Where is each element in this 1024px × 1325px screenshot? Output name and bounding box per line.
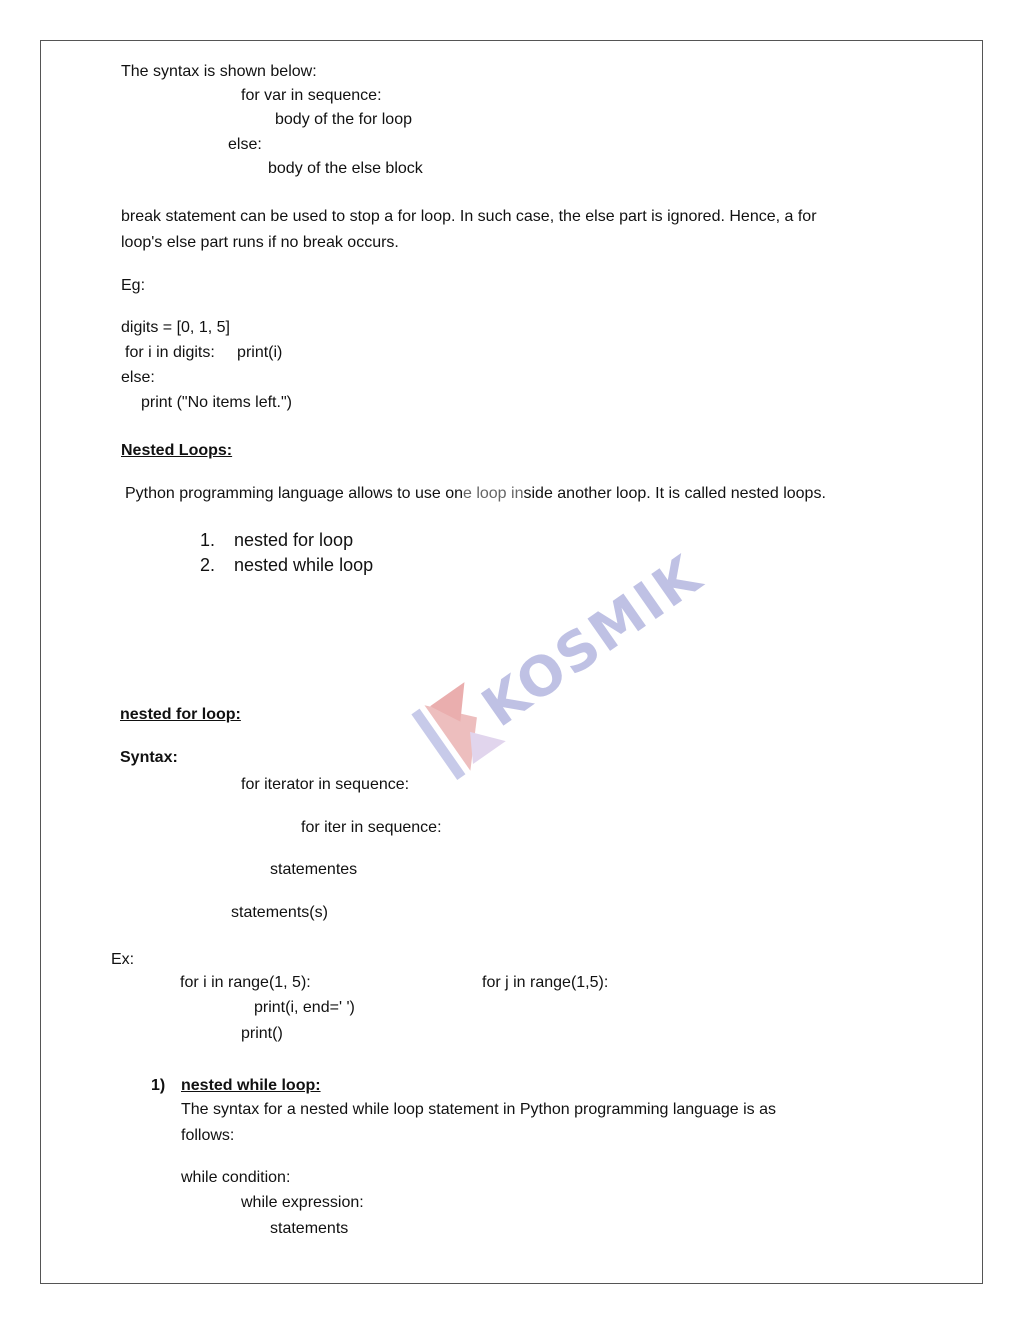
syntax-line-3: else: [228,136,262,153]
eg-code-line-1: digits = [0, 1, 5] [121,319,230,336]
nested-loops-paragraph [125,484,826,504]
syntax-line-4: body of the else block [268,160,423,177]
ex-code-line-1: for i in range(1, 5): [180,974,311,991]
ex-label: Ex: [111,951,135,968]
syntax-line-2: body of the for loop [275,111,412,128]
eg-code-line-3: else: [121,369,155,386]
kosmik-watermark-logo [380,543,714,760]
for-syntax-line-4: statements(s) [231,904,328,921]
ex-code-line-1b: for j in range(1,5): [482,974,609,991]
for-syntax-line-2: for iter in sequence: [301,819,442,836]
svg-text:KOSMIK: KOSMIK [470,543,714,740]
list-item-1-number: 1. [200,530,216,550]
eg-label: Eg: [121,277,146,294]
nested-while-heading: nested while loop: [181,1077,321,1094]
list-item-1-text: nested for loop [234,530,354,550]
syntax-line-1: for var in sequence: [241,87,382,104]
while-paragraph-line-2: follows: [181,1127,235,1144]
nested-para-part-a: Python programming language allows to use on [125,485,463,502]
while-code-line-3: statements [270,1220,349,1237]
break-paragraph-line-1: break statement can be used to stop a for loop. In such case, the else part is ignored. Hence, a for [121,208,817,225]
eg-code-line-2: for i in digits: print(i) [125,344,283,361]
for-syntax-line-3: statementes [270,861,358,878]
for-syntax-line-1: for iterator in sequence: [241,776,410,793]
list-item-2-text: nested while loop [234,555,374,575]
while-code-line-2: while expression: [241,1194,364,1211]
nested-loops-heading: Nested Loops: [121,442,233,459]
break-paragraph-line-2: loop's else part runs if no break occurs. [121,234,399,251]
ex-code-line-3: print() [241,1025,283,1042]
list-item-2-number: 2. [200,555,216,575]
while-paragraph-line-1: The syntax for a nested while loop statement in Python programming language is as [181,1101,776,1118]
while-code-line-1: while condition: [181,1169,291,1186]
nested-for-heading: nested for loop: [120,706,241,723]
syntax-label: Syntax: [120,749,178,766]
nested-para-part-b: e loop in [462,485,524,502]
eg-code-line-4: print ("No items left.") [141,394,292,411]
while-section-number: 1) [151,1077,166,1094]
syntax-intro: The syntax is shown below: [121,63,317,80]
nested-para-part-c: side another loop. It is called nested loops. [523,485,826,502]
ex-code-line-2: print(i, end=' ') [254,999,355,1016]
